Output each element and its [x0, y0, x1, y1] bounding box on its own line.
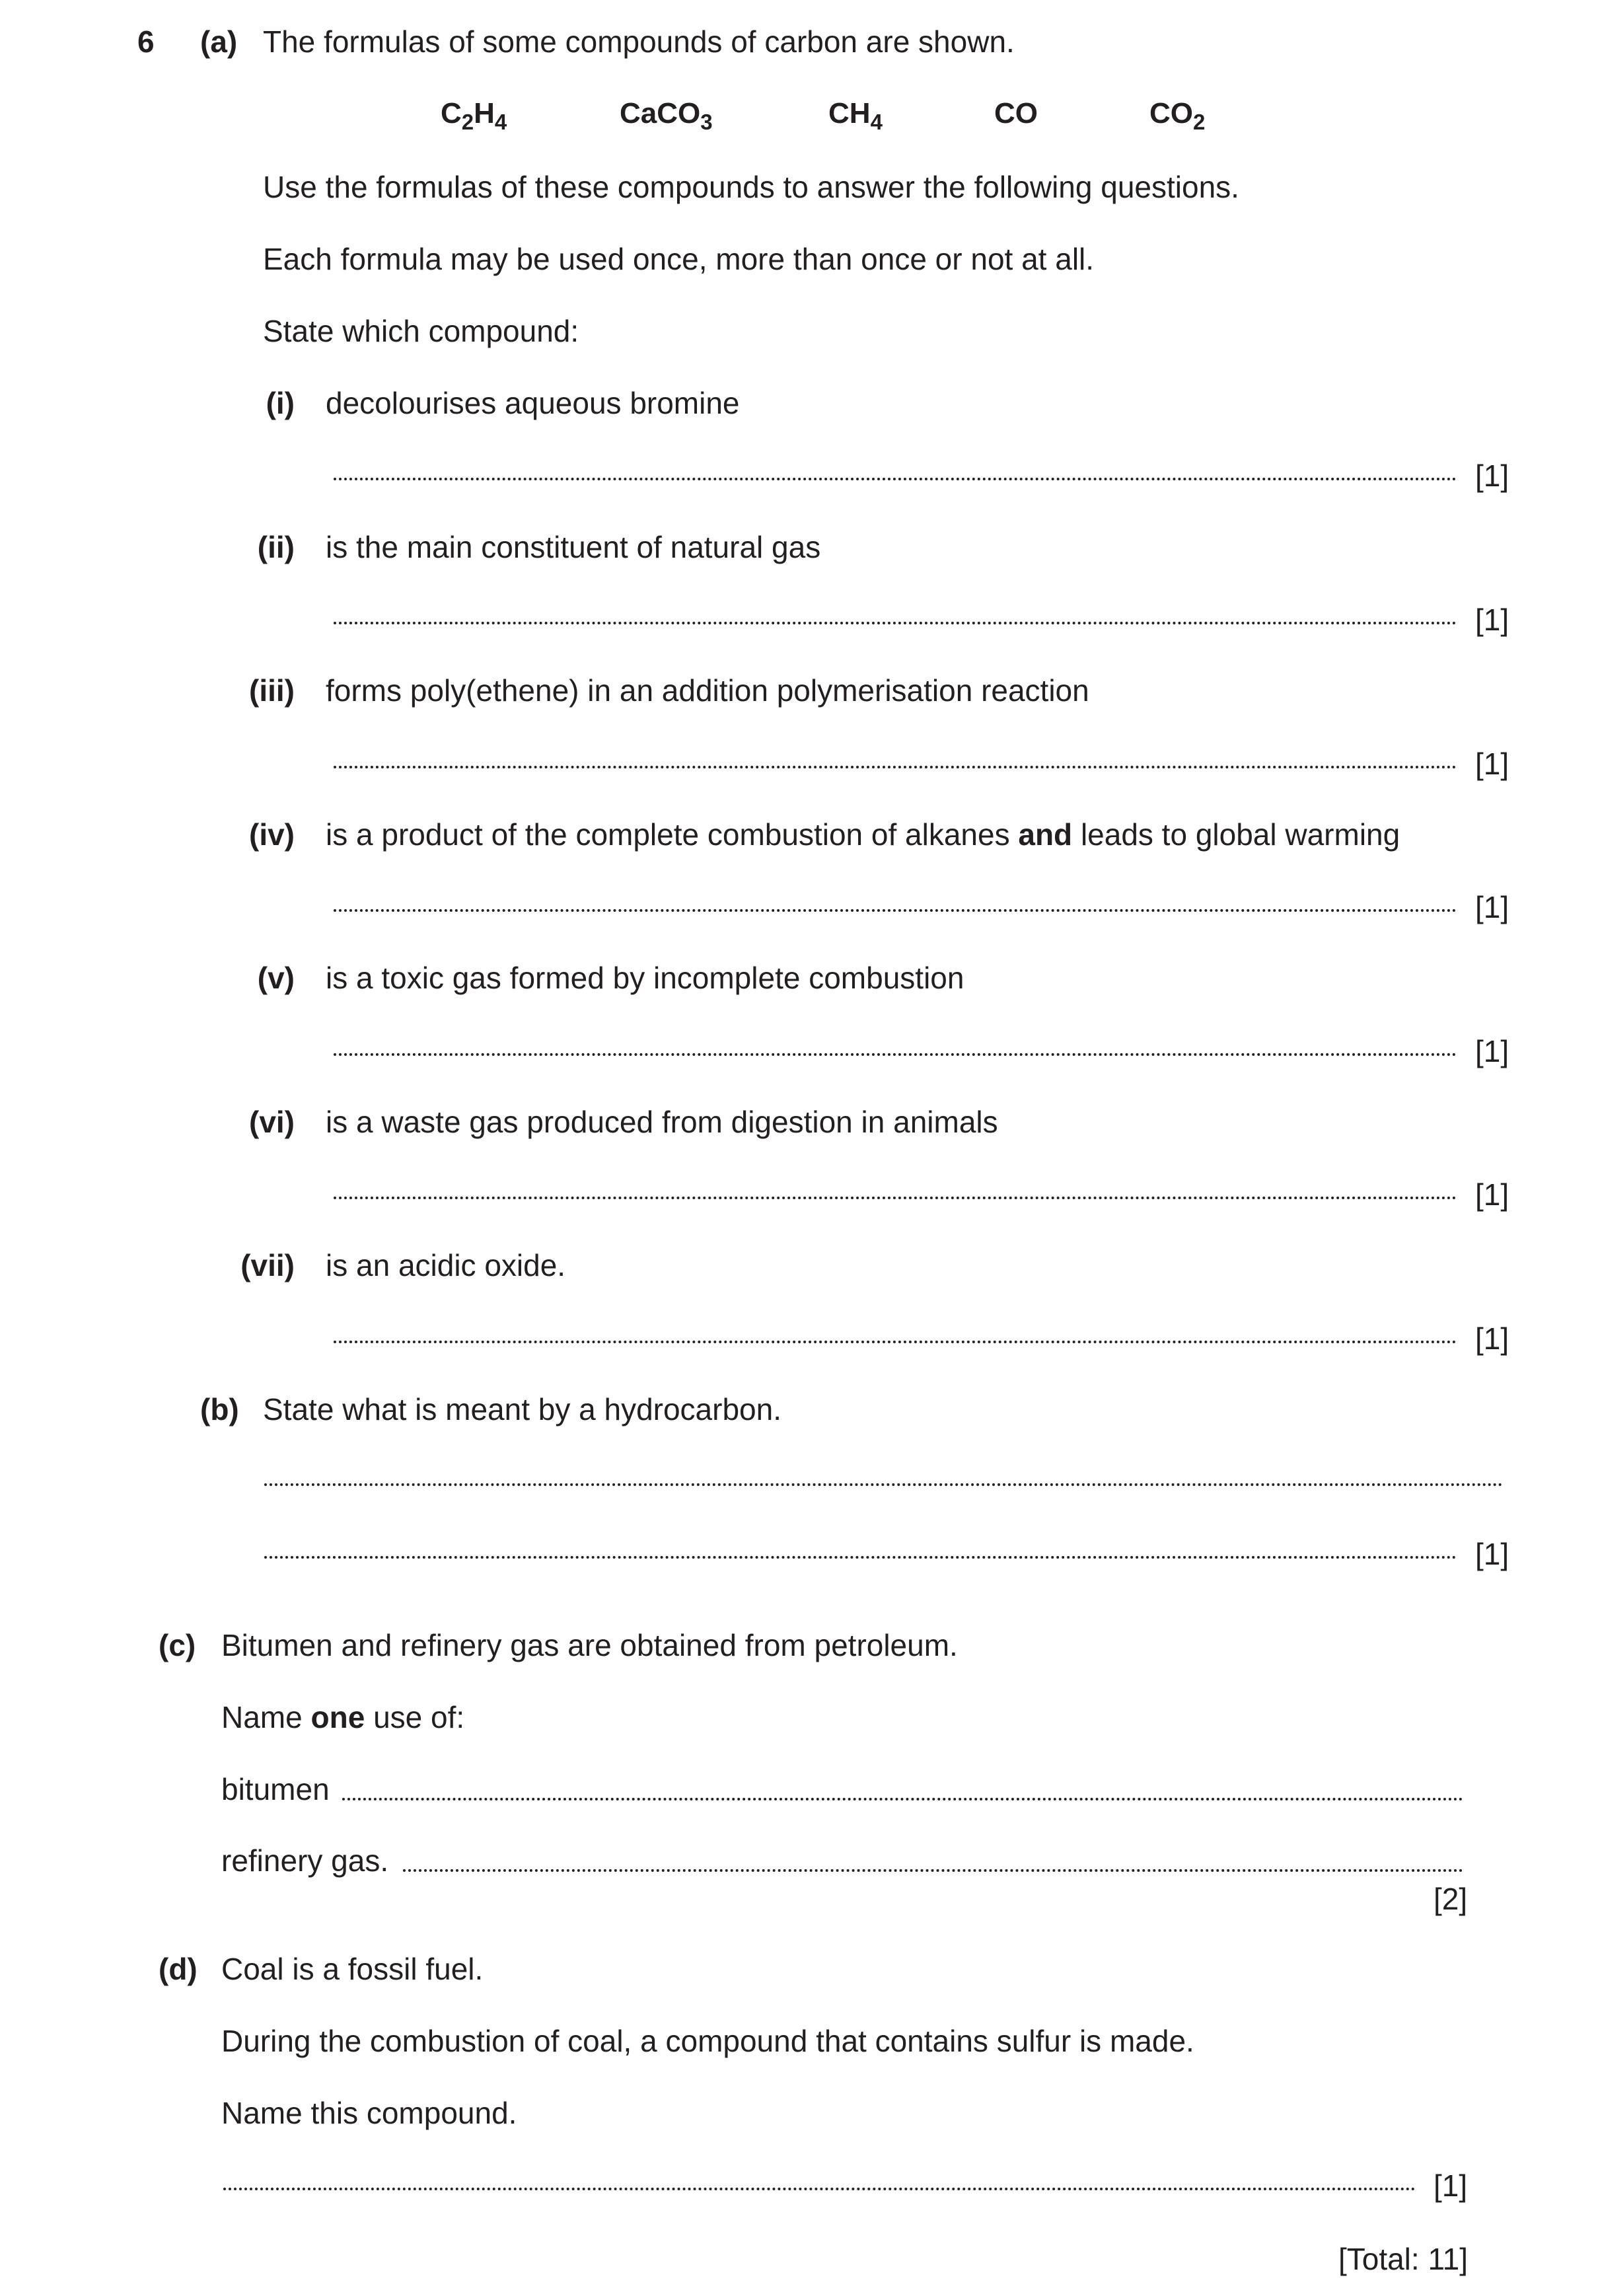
subpart-iv-text: is a product of the complete combustion of alkanes and leads to global warming: [326, 817, 1400, 852]
answer-line-vi[interactable]: [334, 1197, 1457, 1199]
answer-line-v[interactable]: [334, 1053, 1457, 1056]
answer-line-b-1[interactable]: [264, 1483, 1503, 1486]
part-a-intro: The formulas of some compounds of carbon are shown.: [263, 24, 1015, 59]
subpart-iv-marks: [1]: [1475, 890, 1509, 924]
refinery-gas-label: refinery gas.: [221, 1843, 389, 1878]
subpart-ii-text: is the main constituent of natural gas: [326, 530, 821, 564]
subpart-vi-marks: [1]: [1475, 1177, 1509, 1212]
instruction-each-formula: Each formula may be used once, more than once or not at all.: [263, 242, 1095, 276]
instruction-use-formulas: Use the formulas of these compounds to answer the following questions.: [263, 170, 1239, 204]
answer-line-d[interactable]: [223, 2188, 1416, 2190]
answer-line-bitumen[interactable]: [342, 1798, 1463, 1800]
part-c-label: (c): [159, 1628, 196, 1662]
part-c-marks: [2]: [1434, 1882, 1468, 1916]
emphasis-and: and: [1018, 817, 1073, 852]
answer-line-vii[interactable]: [334, 1341, 1457, 1343]
emphasis-one: one: [310, 1700, 365, 1734]
subpart-iii-label: (iii): [249, 673, 295, 708]
instruction-state-which: State which compound:: [263, 314, 579, 348]
subpart-vii-label: (vii): [240, 1248, 295, 1282]
part-d-marks: [1]: [1434, 2168, 1468, 2203]
formula-co: CO: [994, 97, 1038, 130]
subpart-ii-marks: [1]: [1475, 603, 1509, 637]
formula-c2h4: $C_2H_4$: [441, 97, 507, 134]
subpart-i-marks: [1]: [1475, 459, 1509, 493]
formula-ch4: $CH_4$: [828, 97, 883, 134]
formula-co2: $CO_2$: [1149, 97, 1206, 134]
part-b-label: (b): [200, 1392, 239, 1426]
part-d-label: (d): [159, 1952, 198, 1986]
subpart-ii-label: (ii): [257, 530, 295, 564]
subpart-vi-label: (vi): [249, 1105, 295, 1139]
part-a-label: (a): [200, 24, 238, 59]
subpart-i-label: (i): [266, 386, 295, 420]
subpart-vii-text: is an acidic oxide.: [326, 1248, 566, 1282]
subpart-iv-label: (iv): [249, 817, 295, 852]
subpart-v-marks: [1]: [1475, 1034, 1509, 1068]
answer-line-i[interactable]: [334, 478, 1457, 480]
question-number: 6: [137, 24, 155, 59]
answer-line-iii[interactable]: [334, 766, 1457, 768]
subpart-vi-text: is a waste gas produced from digestion in animals: [326, 1105, 998, 1139]
part-d-text-3: Name this compound.: [221, 2096, 517, 2130]
subpart-iii-marks: [1]: [1475, 747, 1509, 781]
formula-caco3: CaCO$_3$: [620, 97, 713, 134]
total-marks: [Total: 11]: [1338, 2242, 1468, 2276]
part-c-name-one: Name one use of:: [221, 1700, 465, 1734]
part-b-text: State what is meant by a hydrocarbon.: [263, 1392, 781, 1426]
answer-line-ii[interactable]: [334, 622, 1457, 624]
subpart-v-label: (v): [257, 961, 295, 995]
part-b-marks: [1]: [1475, 1537, 1509, 1571]
subpart-iii-text: forms poly(ethene) in an addition polymerisation reaction: [326, 673, 1089, 708]
part-c-text: Bitumen and refinery gas are obtained from petroleum.: [221, 1628, 958, 1662]
answer-line-iv[interactable]: [334, 909, 1457, 912]
part-d-text-2: During the combustion of coal, a compound that contains sulfur is made.: [221, 2024, 1194, 2058]
bitumen-label: bitumen: [221, 1772, 330, 1806]
subpart-v-text: is a toxic gas formed by incomplete combustion: [326, 961, 964, 995]
subpart-vii-marks: [1]: [1475, 1321, 1509, 1356]
subpart-i-text: decolourises aqueous bromine: [326, 386, 740, 420]
answer-line-refinery-gas[interactable]: [403, 1869, 1463, 1872]
part-d-text-1: Coal is a fossil fuel.: [221, 1952, 484, 1986]
answer-line-b-2[interactable]: [264, 1556, 1457, 1559]
